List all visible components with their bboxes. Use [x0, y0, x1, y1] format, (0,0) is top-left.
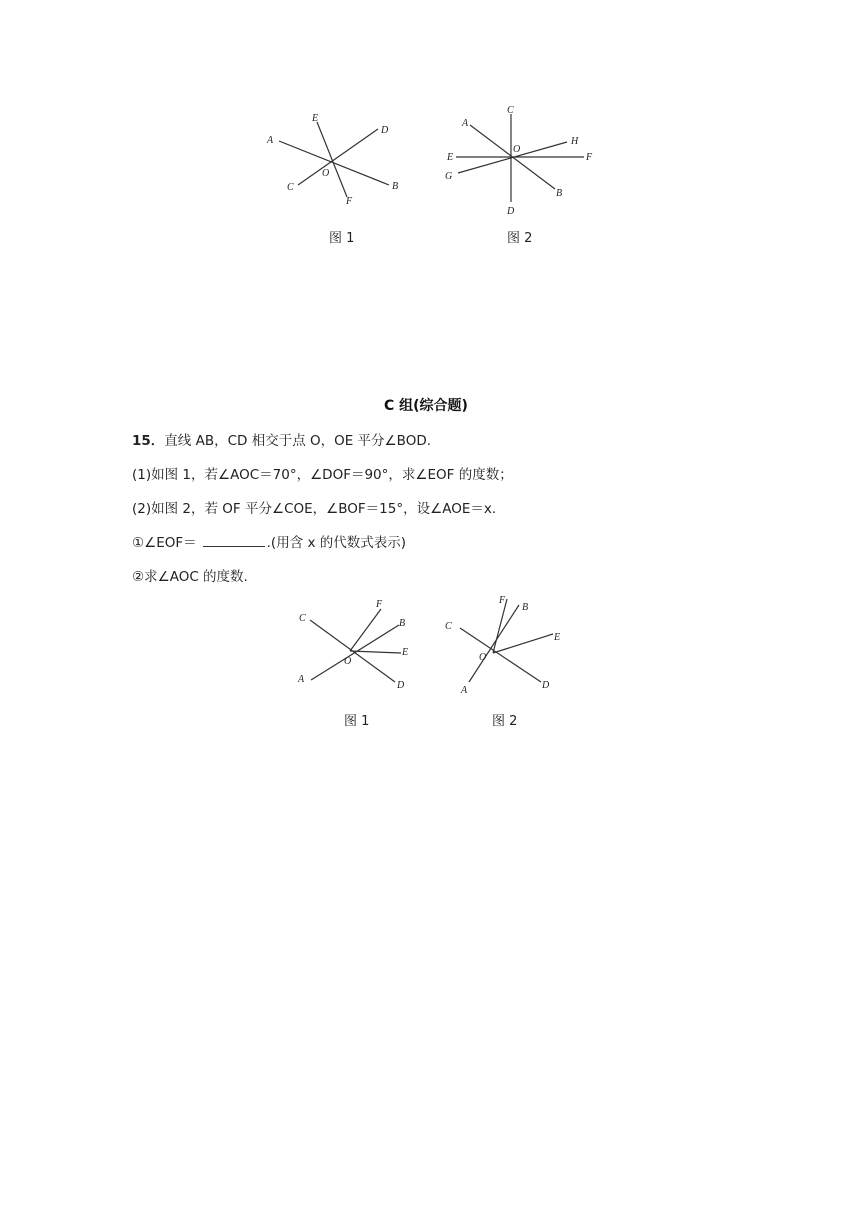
bottom-figure-1-diagram: [290, 595, 420, 695]
label-f: F: [346, 196, 353, 207]
label-c: C: [507, 105, 514, 116]
top-figure-2-diagram: [440, 100, 600, 220]
label-o: O: [344, 656, 352, 667]
label-b: B: [522, 602, 529, 613]
label-c: C: [287, 182, 294, 193]
label-c: C: [445, 621, 452, 632]
line-of: [350, 609, 381, 651]
top-figure-1: [255, 105, 415, 215]
question-sub-1-suffix: .(用含 x 的代数式表示): [266, 535, 407, 551]
label-e: E: [447, 152, 454, 163]
top-figure-1-caption: 图 1: [329, 231, 355, 246]
label-h: H: [571, 136, 579, 147]
label-b: B: [399, 618, 406, 629]
label-a: A: [461, 685, 468, 696]
question-sub-1-prefix: ①∠EOF＝: [132, 535, 197, 551]
label-f: F: [586, 152, 593, 163]
top-figure-2: [440, 100, 600, 220]
question-part-1: (1)如图 1，若∠AOC＝70°，∠DOF＝90°，求∠EOF 的度数；: [132, 467, 513, 483]
label-c: C: [299, 613, 306, 624]
label-d: D: [397, 680, 405, 691]
answer-blank: [203, 534, 265, 547]
top-figure-1-diagram: [255, 105, 415, 215]
label-b: B: [392, 181, 399, 192]
line-ab: [469, 605, 519, 682]
bottom-figure-1: [290, 595, 420, 695]
label-f: F: [376, 599, 383, 610]
label-a: A: [298, 674, 305, 685]
label-d: D: [381, 125, 389, 136]
question-number: 15．: [132, 433, 165, 449]
label-e: E: [402, 647, 409, 658]
label-o: O: [479, 652, 487, 663]
line-cd: [460, 628, 541, 682]
label-d: D: [507, 206, 515, 217]
question-sub-1: [132, 531, 406, 551]
question-stem: [132, 429, 431, 449]
line-oe: [350, 651, 401, 653]
top-figure-2-caption: 图 2: [507, 231, 533, 246]
label-a: A: [462, 118, 469, 129]
bottom-figure-2-diagram: [435, 590, 575, 700]
question-stem-text: 直线 AB，CD 相交于点 O，OE 平分∠BOD.: [164, 433, 432, 449]
label-o: O: [513, 144, 521, 155]
question-sub-2: ②求∠AOC 的度数.: [132, 569, 248, 585]
line-ef: [317, 122, 347, 197]
bottom-figure-2-caption: 图 2: [492, 714, 518, 729]
label-e: E: [554, 632, 561, 643]
label-a: A: [267, 135, 274, 146]
label-e: E: [312, 113, 319, 124]
line-oe: [493, 634, 553, 653]
question-part-2: (2)如图 2，若 OF 平分∠COE，∠BOF＝15°，设∠AOE＝x.: [132, 501, 497, 517]
label-d: D: [542, 680, 550, 691]
label-g: G: [445, 171, 453, 182]
section-title: C 组(综合题): [384, 398, 468, 414]
bottom-figure-2: [435, 590, 575, 700]
label-b: B: [556, 188, 563, 199]
label-o: O: [322, 168, 330, 179]
label-f: F: [499, 595, 506, 606]
bottom-figure-1-caption: 图 1: [344, 714, 370, 729]
line-cd: [298, 129, 378, 185]
